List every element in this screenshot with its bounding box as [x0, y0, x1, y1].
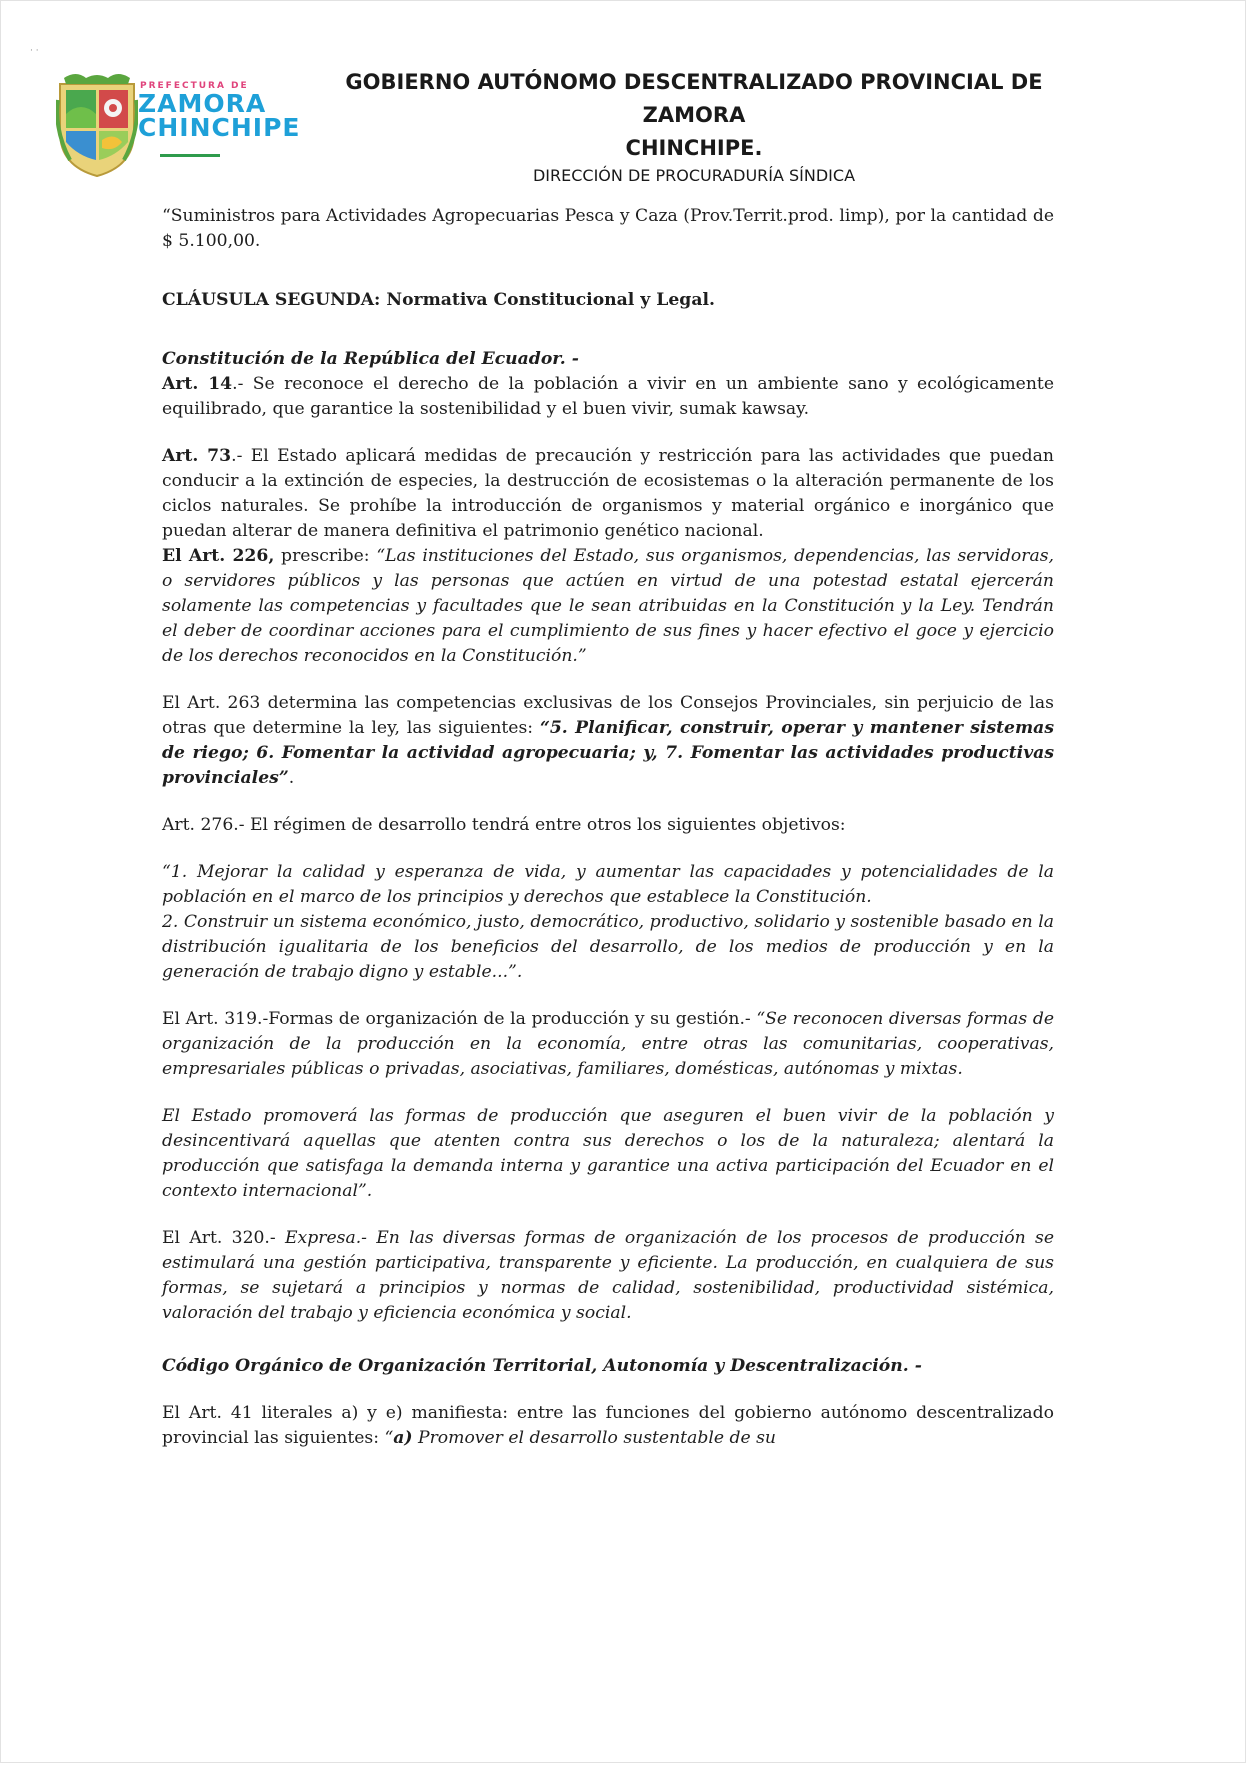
art320-paragraph	[162, 1226, 1054, 1326]
art276-item2: 2. Construir un sistema económico, justo, democrático, productivo, solidario y sostenible basado en la distribución igualitaria de los beneficios del desarrollo, de los medios de producción y en la generación de trabajo digno y estable...”.	[162, 912, 1054, 982]
intro-paragraph: “Suministros para Actividades Agropecuarias Pesca y Caza (Prov.Territ.prod. limp), por la cantidad de $ 5.100,00.	[162, 206, 1054, 251]
art320-quote: Expresa.- En las diversas formas de organización de los procesos de producción se estimulará una gestión participativa, transparente y eficiente. La producción, en cualquiera de sus formas, se sujetará a principios y normas de calidad, sostenibilidad, productividad sistémica, valoración del trabajo y eficiencia económica y social.	[162, 1228, 1054, 1323]
logo-underline	[160, 154, 220, 157]
logo-line-chinchipe: CHINCHIPE	[138, 113, 301, 142]
art14-label: Art. 14	[162, 374, 233, 394]
art73-paragraph	[162, 444, 1054, 544]
art41-quote-open: “	[384, 1428, 394, 1448]
art73-label: Art. 73	[162, 446, 232, 466]
art319-quote: “Se reconocen diversas formas de organización de la producción en la economía, entre otras las comunitarias, cooperativas, empresariales públicas o privadas, asociativas, familiares, domésticas, autónomas y mixtas.	[162, 1009, 1054, 1079]
art226-label: El Art. 226,	[162, 546, 275, 566]
art319-lead: El Art. 319.-Formas de organización de la producción y su gestión.-	[162, 1009, 757, 1029]
letterhead	[0, 0, 1248, 205]
government-title	[318, 66, 1070, 165]
art41-quote-letter: a)	[393, 1428, 413, 1448]
art226-paragraph	[162, 544, 1054, 669]
logo-small-text: PREFECTURA DE	[140, 81, 249, 91]
art263-lead: El Art. 263 determina las competencias exclusivas de los Consejos Provinciales, sin perjuicio de las otras que determine la ley, las siguientes:	[162, 693, 1054, 738]
art276-item1: “1. Mejorar la calidad y esperanza de vida, y aumentar las capacidades y potencialidades de la población en el marco de los principios y derechos que establece la Constitución.	[162, 862, 1054, 907]
art14-text: .- Se reconoce el derecho de la población a vivir en un ambiente sano y ecológicamente equilibrado, que garantice la sostenibilidad y el buen vivir, sumak kawsay.	[162, 374, 1054, 419]
scan-artifact: · ·	[30, 46, 39, 56]
department-subtitle: DIRECCIÓN DE PROCURADURÍA SÍNDICA	[532, 166, 856, 185]
zamora-chinchipe-emblem-icon	[56, 70, 138, 178]
art226-lead: prescribe:	[274, 546, 377, 566]
art320-lead: El Art. 320.-	[162, 1228, 285, 1248]
government-title-line2: CHINCHIPE.	[625, 136, 763, 160]
constitution-heading: Constitución de la República del Ecuador. -	[162, 349, 579, 369]
art263-quote: “5. Planificar, construir, operar y mantener sistemas de riego; 6. Fomentar la actividad agropecuaria; y, 7. Fomentar las actividades productivas provinciales”	[162, 718, 1054, 788]
art41-lead: El Art. 41 literales a) y e) manifiesta: entre las funciones del gobierno autónomo descentralizado provincial las siguientes:	[162, 1403, 1054, 1448]
art263-paragraph	[162, 691, 1054, 791]
art319-quote2: El Estado promoverá las formas de producción que aseguren el buen vivir de la población y desincentivará aquellas que atenten contra sus derechos o los de la naturaleza; alentará la producción que satisfaga la demanda interna y garantice una activa participación del Ecuador en el contexto internacional”.	[162, 1106, 1054, 1201]
prefectura-logo	[138, 80, 308, 157]
art276-lead: Art. 276.- El régimen de desarrollo tendrá entre otros los siguientes objetivos:	[162, 815, 846, 835]
art14-paragraph	[162, 372, 1054, 422]
art41-quote-rest: Promover el desarrollo sustentable de su	[412, 1428, 776, 1448]
art226-quote: “Las instituciones del Estado, sus organismos, dependencias, las servidoras, o servidores públicos y las personas que actúen en virtud de una potestad estatal ejercerán solamente las competencias y facultades que le sean atribuidas en la Constitución y la Ley. Tendrán el deber de coordinar acciones para el cumplimiento de sus fines y hacer efectivo el goce y ejercicio de los derechos reconocidos en la Constitución.”	[162, 546, 1054, 666]
logo-line-zamora: ZAMORA	[138, 89, 267, 118]
art263-end: .	[288, 768, 295, 788]
government-title-line1: GOBIERNO AUTÓNOMO DESCENTRALIZADO PROVINCIAL DE ZAMORA	[345, 70, 1043, 127]
cootad-heading: Código Orgánico de Organización Territorial, Autonomía y Descentralización. -	[162, 1356, 922, 1376]
art73-text: .- El Estado aplicará medidas de precaución y restricción para las actividades que puedan conducir a la extinción de especies, la destrucción de ecosistemas o la alteración permanente de los ciclos naturales. Se prohíbe la introducción de organismos y material orgánico e inorgánico que puedan alterar de manera definitiva el patrimonio genético nacional.	[162, 446, 1055, 541]
art41-paragraph	[162, 1401, 1054, 1451]
art319-paragraph	[162, 1007, 1054, 1082]
clause-heading: CLÁUSULA SEGUNDA: Normativa Constitucional y Legal.	[162, 290, 715, 310]
document-body	[162, 204, 1054, 1451]
